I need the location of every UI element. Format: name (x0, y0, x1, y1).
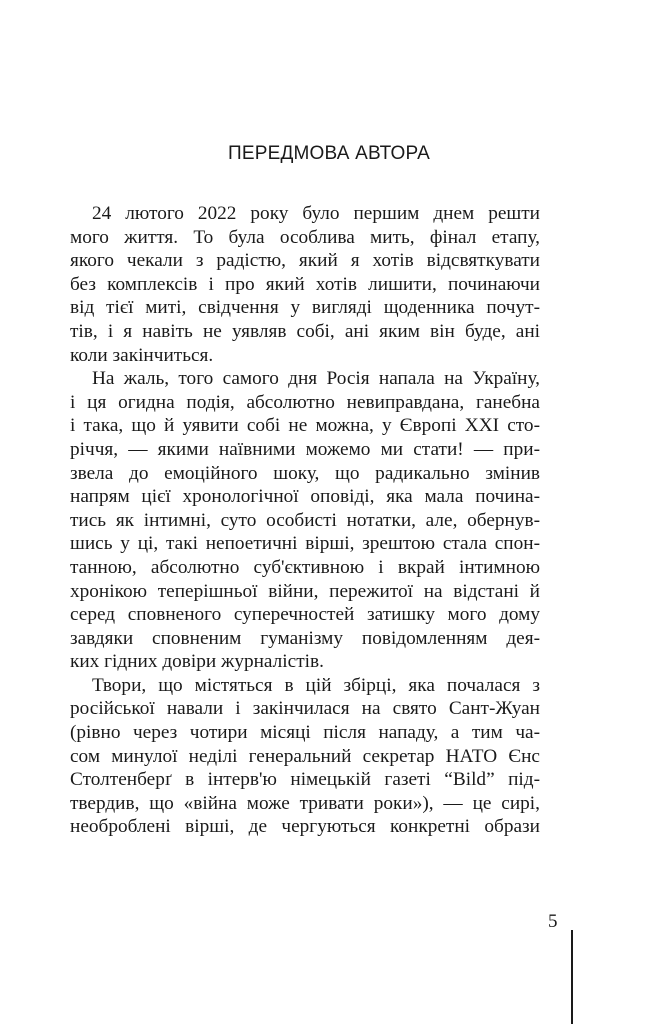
text-line: без комплексів і про який хотів лишити, починаючи (70, 273, 540, 295)
text-line: завдяки сповненим гуманізму повідомленням дея- (70, 627, 540, 649)
page-title: ПЕРЕДМОВА АВТОРА (227, 143, 431, 164)
text-line: річчя, — якими наївними можемо ми стати! — при- (70, 438, 540, 460)
text-line: і ця огидна подія, абсолютно невиправдана, ганебна (70, 391, 540, 413)
text-line: звела до емоційного шоку, що радикально змінив (70, 462, 540, 484)
text-line: тись як інтимні, суто особисті нотатки, але, обернув- (70, 509, 540, 531)
text-line: сом минулої неділі генеральний секретар НАТО Єнс (70, 745, 540, 767)
text-line: хронікою теперішньої війни, пережитої на відстані й (70, 580, 540, 602)
text-line: На жаль, того самого дня Росія напала на Україну, (92, 368, 540, 390)
text-line: від тієї миті, свідчення у вигляді щоденника почут- (70, 297, 540, 319)
text-line: серед сповненого суперечностей затишку мого дому (70, 604, 540, 626)
text-line: 24 лютого 2022 року було першим днем решти (92, 203, 540, 224)
text-line: твердив, що «війна може тривати роки»), — це сирі, (70, 792, 540, 814)
text-line: шись у ці, такі непоетичні вірші, зрештою стала спон- (70, 533, 540, 555)
text-line: російської навали і закінчилася на свято Сант-Жуан (70, 698, 540, 720)
text-line: ких гідних довіри журналістів. (70, 651, 324, 673)
page-number: 5 (548, 911, 558, 932)
text-line: і така, що й уявити собі не можна, у Європі XXI сто- (70, 415, 540, 437)
text-line: (рівно через чотири місяці після нападу, а тим ча- (70, 722, 540, 744)
text-line: необроблені вірші, де чергуються конкретні образи (70, 816, 540, 838)
text-line: Столтенберґ в інтерв'ю німецькій газеті “Bild” під- (70, 769, 540, 791)
text-line: якого чекали з радістю, який я хотів відсвяткувати (70, 250, 540, 272)
text-line: танною, абсолютно суб'єктивною і вкрай інтимною (70, 556, 540, 578)
body-text (70, 202, 540, 839)
text-line: Твори, що містяться в цій збірці, яка почалася з (92, 674, 540, 696)
text-line: коли закінчиться. (70, 344, 214, 366)
text-line: тів, і я навіть не уявляв собі, ані яким він буде, ані (70, 320, 540, 342)
page-edge-rule (571, 930, 573, 1024)
text-line: мого життя. То була особлива мить, фінал етапу, (70, 226, 540, 248)
text-line: напрям цієї хронологічної оповіді, яка мала почина- (70, 486, 540, 508)
